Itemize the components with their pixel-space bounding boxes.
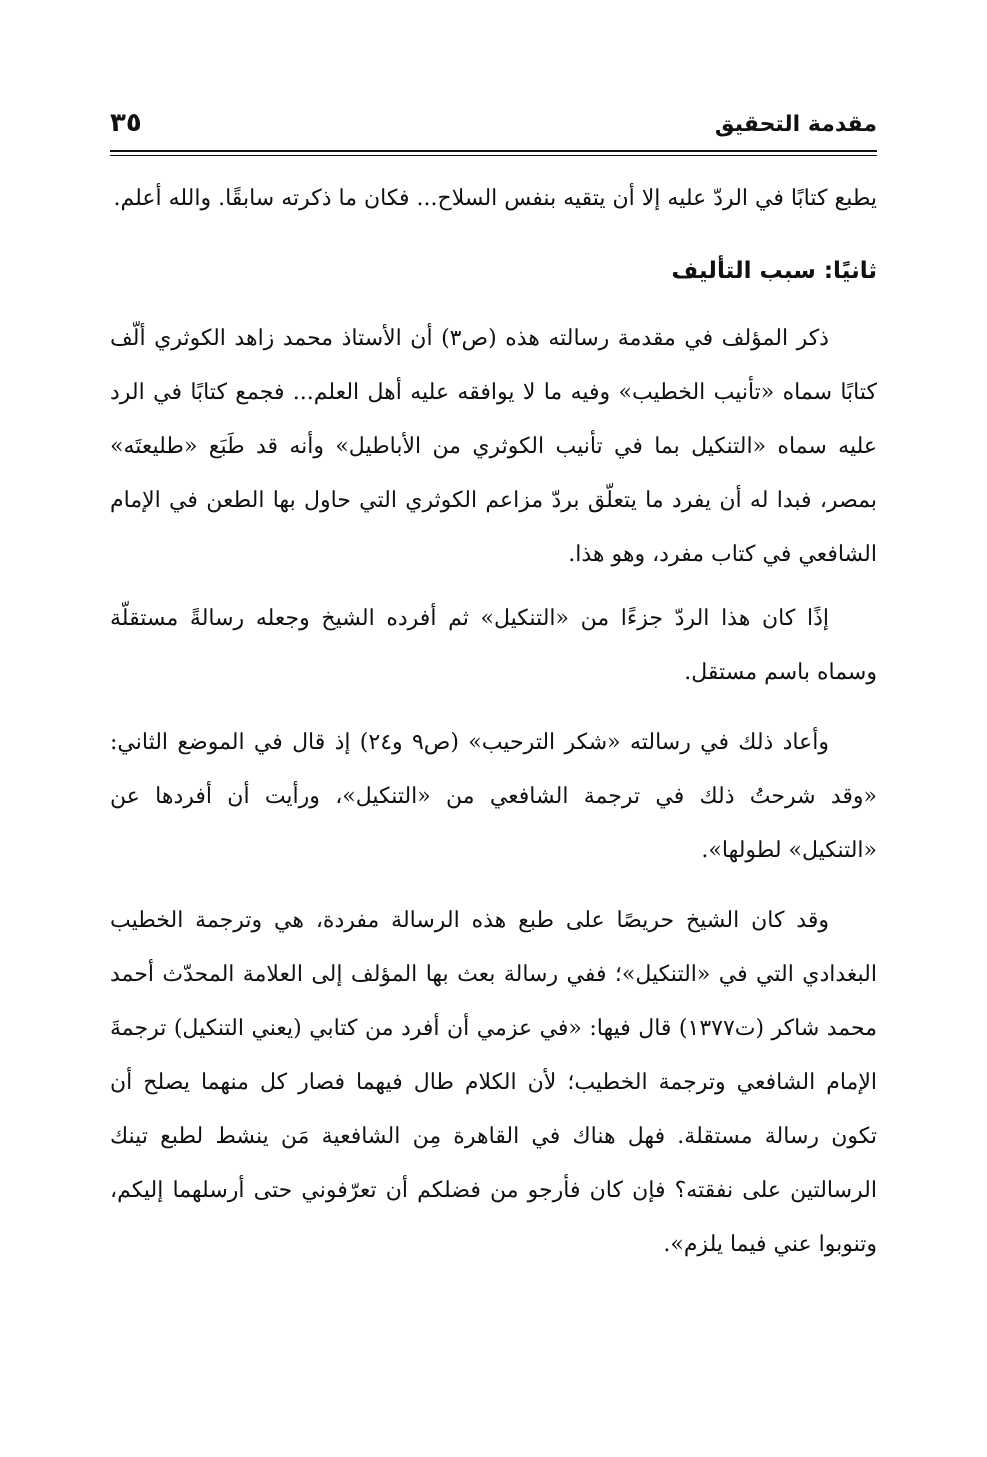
section-heading: ثانيًا: سبب التأليف xyxy=(671,258,877,284)
paragraph: إذًا كان هذا الردّ جزءًا من «التنكيل» ثم أفرده الشيخ وجعله رسالةً مستقلّة وسماه باسم مستقل. xyxy=(110,606,877,685)
header-rule-thin xyxy=(110,155,877,156)
body-text xyxy=(110,172,877,1272)
running-header xyxy=(110,108,877,148)
paragraph: ذكر المؤلف في مقدمة رسالته هذه (ص٣) أن الأستاذ محمد زاهد الكوثري ألّف كتابًا سماه «تأنيب الخطيب» وفيه ما لا يوافقه عليه أهل العلم... فجمع كتابًا في الرد عليه سماه «التنكيل بما في تأنيب الكوثري من الأباطيل» وأنه قد طَبَع «طليعتَه» بمصر، فبدا له أن يفرد ما يتعلّق بردّ مزاعم الكوثري التي حاول بها الطعن في الإمام الشافعي في كتاب مفرد، وهو هذا. xyxy=(110,326,877,567)
paragraph: يطبع كتابًا في الردّ عليه إلا أن يتقيه بنفس السلاح... فكان ما ذكرته سابقًا. والله أعلم. xyxy=(113,186,877,211)
paragraph: وأعاد ذلك في رسالته «شكر الترحيب» (ص٩ و٢٤) إذ قال في الموضع الثاني: «وقد شرحتُ ذلك في ترجمة الشافعي من «التنكيل»، ورأيت أن أفردها عن «التنكيل» لطولها». xyxy=(110,730,877,863)
header-rule xyxy=(110,150,877,152)
paragraph: وقد كان الشيخ حريصًا على طبع هذه الرسالة مفردة، هي وترجمة الخطيب البغدادي التي في «التنكيل»؛ ففي رسالة بعث بها المؤلف إلى العلامة المحدّث أحمد محمد شاكر (ت١٣٧٧) قال فيها: «في عزمي أن أفرد من كتابي (يعني التنكيل) ترجمةَ الإمام الشافعي وترجمة الخطيب؛ لأن الكلام طال فيهما فصار كل منهما يصلح أن تكون رسالة مستقلة. فهل هناك في القاهرة مِن الشافعية مَن ينشط لطبع تينك الرسالتين على نفقته؟ فإن كان فأرجو من فضلكم أن تعرّفوني حتى أرسلهما إليكم، وتنوبوا عني فيما يلزم». xyxy=(110,908,877,1257)
page-number: ٣٥ xyxy=(110,108,142,138)
running-header-title: مقدمة التحقيق xyxy=(714,112,877,137)
